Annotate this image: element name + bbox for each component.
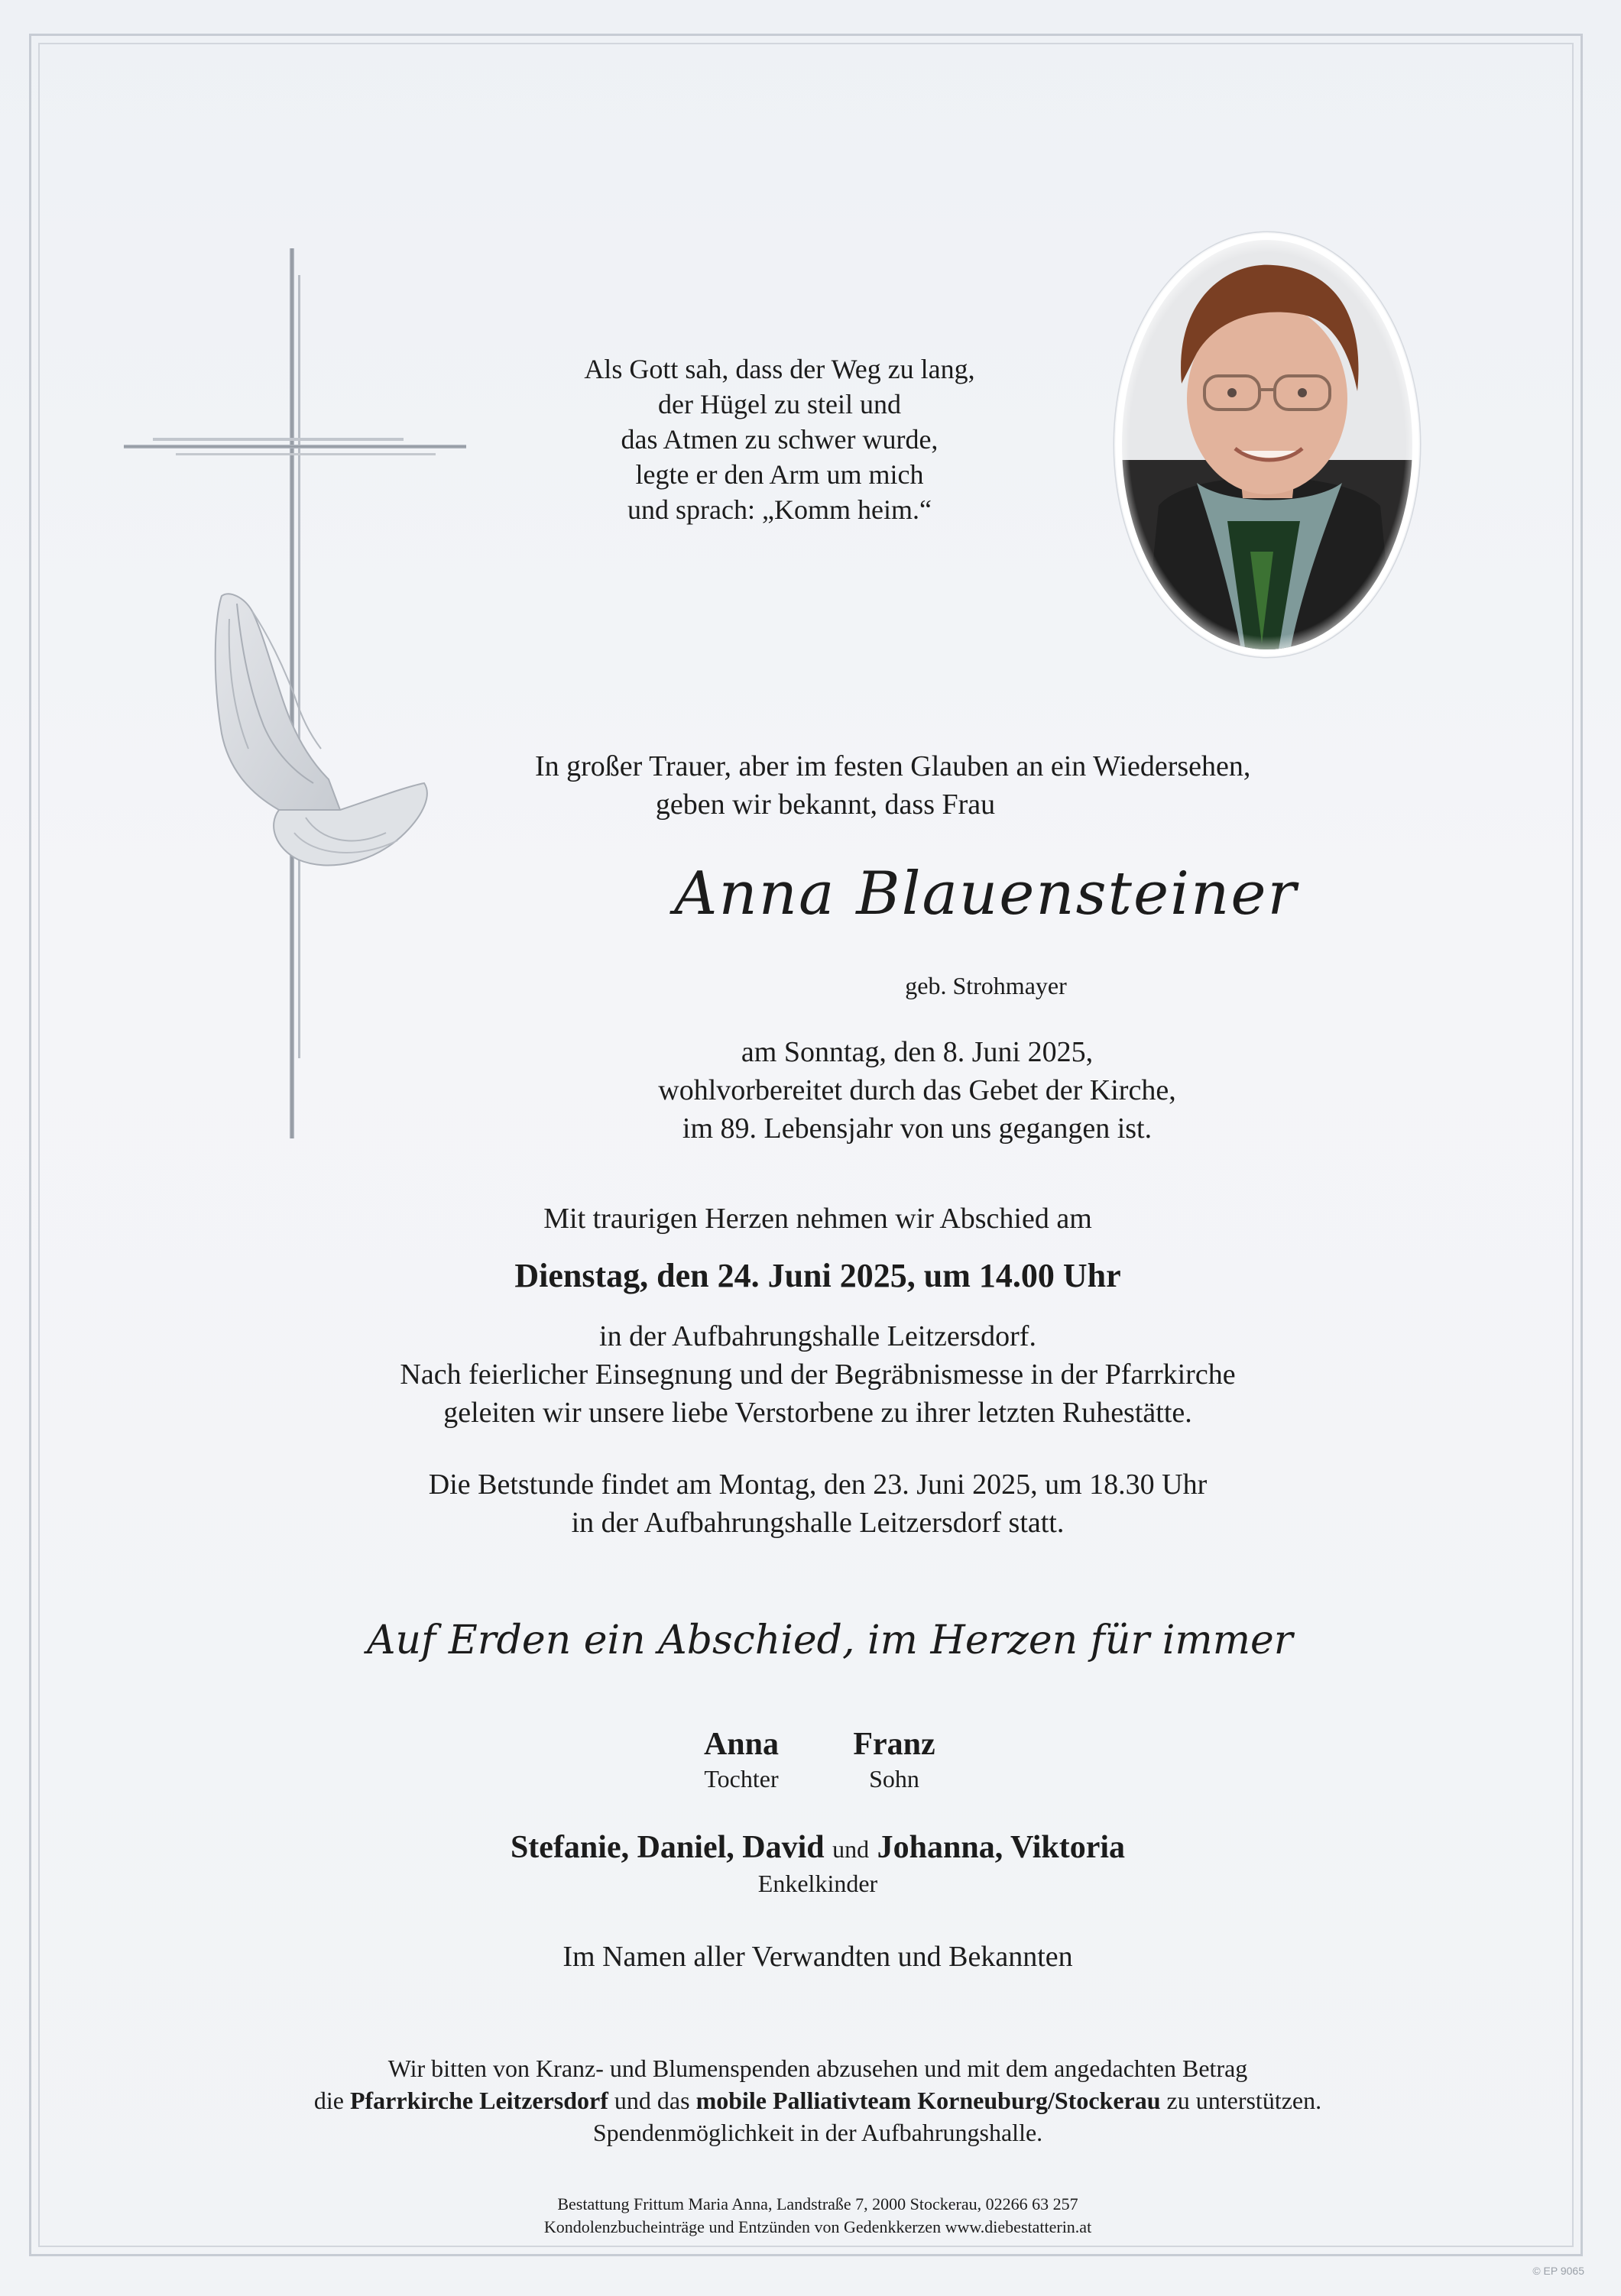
cross-horizontal-bar <box>124 445 466 449</box>
child-role: Tochter <box>704 1765 779 1792</box>
funeral-home-footer <box>336 2193 1299 2239</box>
grandchildren-conjunction: und <box>832 1835 870 1863</box>
death-line: am Sonntag, den 8. Juni 2025, <box>741 1036 1094 1068</box>
grandchildren-group-1: Stefanie, Daniel, David <box>510 1830 825 1865</box>
donation-line-3: Spendenmöglichkeit in der Aufbahrungshalle. <box>592 2119 1043 2146</box>
grandchildren-group-2: Johanna, Viktoria <box>877 1830 1126 1865</box>
grandchildren-names <box>275 1828 1360 1868</box>
donation-text: die <box>313 2087 350 2114</box>
death-notice <box>581 1033 1253 1148</box>
announcement-intro <box>535 747 1251 824</box>
child-entry <box>818 1725 971 1794</box>
child-role: Sohn <box>869 1765 919 1792</box>
birth-name: geb. Strohmayer <box>905 972 1067 999</box>
ceremony-line: Nach feierlicher Einsegnung und der Begräbnismesse in der Pfarrkirche <box>400 1358 1236 1391</box>
child-entry <box>665 1725 818 1794</box>
prayer-line: Die Betstunde findet am Montag, den 23. Juni 2025, um 18.30 Uhr <box>428 1469 1208 1501</box>
cross-horizontal-shadow-bottom <box>176 453 436 455</box>
child-name: Franz <box>853 1727 935 1762</box>
deceased-name: Anna Blauensteiner <box>674 860 1298 928</box>
motto: Auf Erden ein Abschied, im Herzen für immer <box>367 1618 1293 1663</box>
donation-request <box>183 2052 1452 2149</box>
footer-line-2: Kondolenzbucheinträge und Entzünden von Gedenkkerzen www.diebestatterin.at <box>543 2217 1092 2236</box>
donation-line-1: Wir bitten von Kranz- und Blumenspenden abzusehen und mit dem angedachten Betrag <box>387 2055 1248 2082</box>
ep-mark: © EP 9065 <box>1532 2265 1584 2277</box>
poem-line: Als Gott sah, dass der Weg zu lang, <box>584 354 975 384</box>
ceremony-details <box>229 1317 1406 1432</box>
footer-line-1: Bestattung Frittum Maria Anna, Landstraße 7, 2000 Stockerau, 02266 63 257 <box>557 2194 1078 2213</box>
donation-recipient-parish: Pfarrkirche Leitzersdorf <box>349 2087 608 2114</box>
funeral-date: Dienstag, den 24. Juni 2025, um 14.00 Uhr <box>514 1257 1121 1294</box>
poem-line: legte er den Arm um mich <box>635 459 924 490</box>
farewell-intro: Mit traurigen Herzen nehmen wir Abschied am <box>543 1203 1092 1235</box>
death-line: im 89. Lebensjahr von uns gegangen ist. <box>682 1112 1153 1145</box>
poem-line: das Atmen zu schwer wurde, <box>621 424 939 455</box>
praying-hands-icon <box>206 588 436 879</box>
poem-line: und sprach: „Komm heim.“ <box>627 494 932 525</box>
donation-line-2 <box>183 2084 1452 2116</box>
poem-line: der Hügel zu steil und <box>658 389 901 419</box>
intro-line: geben wir bekannt, dass Frau <box>655 789 996 821</box>
portrait-photo <box>1113 231 1422 659</box>
poem <box>489 351 1070 527</box>
death-line: wohlvorbereitet durch das Gebet der Kirche, <box>658 1074 1176 1106</box>
prayer-hour <box>229 1465 1406 1542</box>
relatives-line: Im Namen aller Verwandten und Bekannten <box>562 1941 1073 1973</box>
prayer-line: in der Aufbahrungshalle Leitzersdorf statt. <box>571 1507 1065 1539</box>
intro-line: In großer Trauer, aber im festen Glauben an ein Wiedersehen, <box>535 750 1251 782</box>
grandchildren-role: Enkelkinder <box>757 1870 878 1897</box>
child-name: Anna <box>703 1727 780 1762</box>
ceremony-line: geleiten wir unsere liebe Verstorbene zu ihrer letzten Ruhestätte. <box>443 1397 1192 1429</box>
donation-recipient-palliative: mobile Palliativteam Korneuburg/Stockerau <box>695 2087 1161 2114</box>
donation-text: zu unterstützen. <box>1160 2087 1322 2114</box>
ceremony-line: in der Aufbahrungshalle Leitzersdorf. <box>599 1320 1036 1352</box>
cross-horizontal-shadow-top <box>153 438 404 441</box>
donation-text: und das <box>608 2087 696 2114</box>
